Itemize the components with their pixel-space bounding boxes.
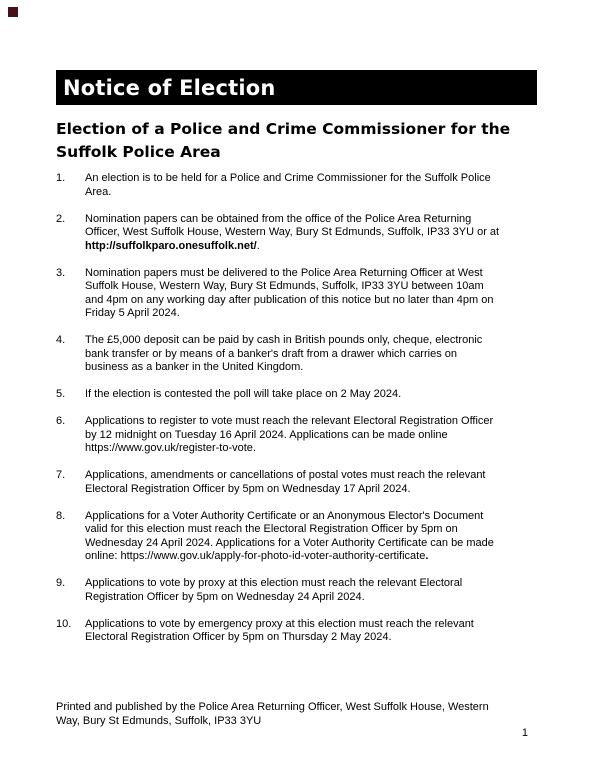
- list-item: [56, 510, 537, 564]
- list-item-number: 2.: [56, 212, 66, 225]
- list-item: [56, 415, 537, 456]
- list-item-text: The £5,000 deposit can be paid by cash in British pounds only, cheque, electronic bank transfer or by means of a banker's draft from a drawer which carries on business as a banker in the United Kingdom.: [85, 334, 483, 373]
- list-item-text: Nomination papers can be obtained from the office of the Police Area Returning Officer, West Suffolk House, Western Way, Bury St Edmunds, Suffolk, IP33 3YU or at http://suffolkparo.onesuffolk.net/.: [85, 212, 500, 252]
- list-item-number: 1.: [56, 172, 66, 184]
- list-item-text: Applications to vote by emergency proxy at this election must reach the relevant Electoral Registration Officer by 5pm on Thursday 2 May 2024.: [85, 617, 474, 643]
- banner-title: Notice of Election: [63, 75, 276, 100]
- list-item-number: 7.: [56, 469, 66, 481]
- list-item-number: 8.: [56, 509, 66, 522]
- list-item-number: 4.: [56, 334, 66, 346]
- list-item: [56, 334, 537, 375]
- page-number: 1: [521, 727, 528, 739]
- list-item: [56, 388, 537, 402]
- list-item-text: If the election is contested the poll will take place on 2 May 2024.: [85, 388, 402, 400]
- list-item-text: Nomination papers must be delivered to the Police Area Returning Officer at West Suffolk House, Western Way, Bury St Edmunds, Suffolk, IP33 3YU between 10am and 4pm on any working day after publication of this notice but no later than 4pm on Friday 5 April 2024.: [85, 266, 494, 319]
- list-item-text: Applications for a Voter Authority Certificate or an Anonymous Elector's Document valid for this election must reach the Electoral Registration Officer by 5pm on Wednesday 24 April 2024. Applications for a Voter Authority Certificate can be made online: https://www.gov.uk/apply-for-photo-id-voter-authority-certificate.: [85, 509, 494, 562]
- corner-marker: [8, 7, 18, 17]
- list-item-number: 6.: [56, 415, 66, 427]
- list-item: [56, 172, 537, 199]
- list-item-number: 9.: [56, 577, 66, 589]
- list-item: [56, 469, 537, 496]
- list-item-text: An election is to be held for a Police and Crime Commissioner for the Suffolk Police Area.: [85, 172, 491, 198]
- list-item-text: Applications to vote by proxy at this election must reach the relevant Electoral Registration Officer by 5pm on Wednesday 24 April 2024.: [85, 577, 463, 603]
- list-item: [56, 618, 537, 645]
- list-item-text: Applications, amendments or cancellations of postal votes must reach the relevant Electoral Registration Officer by 5pm on Wednesday 17 April 2024.: [85, 469, 486, 495]
- footer-imprint: Printed and published by the Police Area Returning Officer, West Suffolk House, Western Way, Bury St Edmunds, Suffolk, IP33 3YU: [56, 701, 489, 727]
- list-item-number: 10.: [56, 617, 72, 630]
- list-item: [56, 213, 537, 254]
- list-item-number: 3.: [56, 266, 66, 279]
- notice-banner: [56, 70, 537, 105]
- list-item: [56, 267, 537, 321]
- list-item: [56, 577, 537, 604]
- list-item-text: Applications to register to vote must reach the relevant Electoral Registration Officer by 12 midnight on Tuesday 16 April 2024. Applications can be made online https://www.gov.uk/register-to-vote.: [85, 415, 494, 454]
- document-heading: Election of a Police and Crime Commissioner for the Suffolk Police Area: [56, 120, 511, 161]
- list-item-number: 5.: [56, 388, 66, 400]
- numbered-list: [56, 172, 537, 658]
